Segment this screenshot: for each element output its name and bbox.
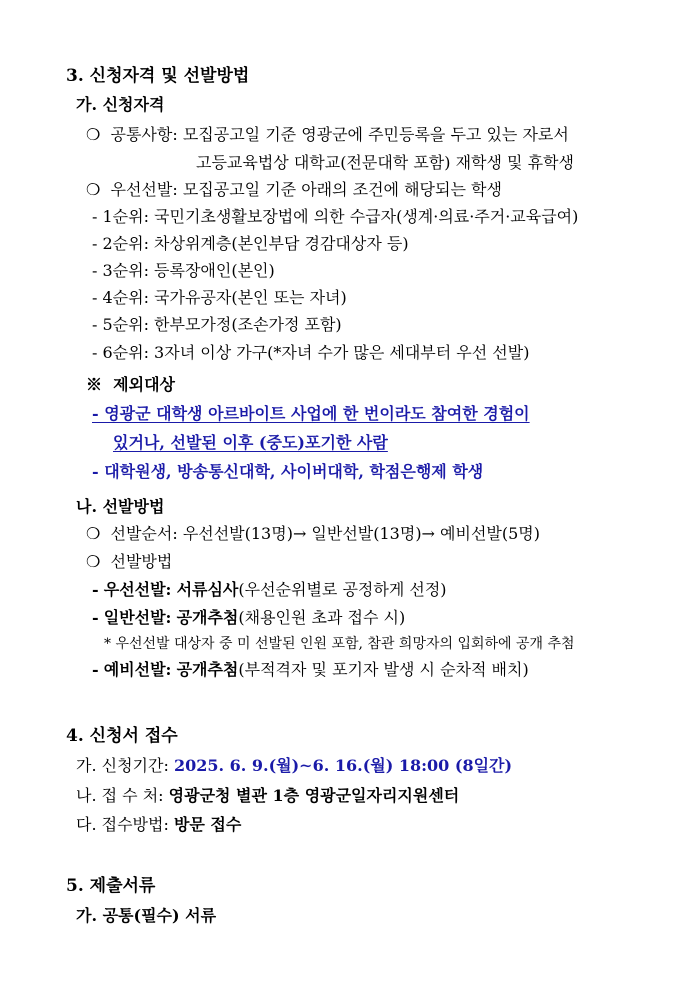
exclusion-item-1-line-1: - 영광군 대학생 아르바이트 사업에 한 번이라도 참여한 경험이 xyxy=(92,404,530,423)
period-value: 2025. 6. 9.(월)∼6. 16.(월) 18:00 (8일간) xyxy=(173,756,513,775)
method-rest: (우선순위별로 공정하게 선정) xyxy=(238,580,447,599)
exclusion-title: 제외대상 xyxy=(113,375,175,394)
selection-note: * 우선선발 대상자 중 미 선발된 인원 포함, 참관 희망자의 입회하에 공개 추첨 xyxy=(104,636,575,652)
method-strong: 공개추첨 xyxy=(176,660,239,679)
method-rest: (채용인원 초과 접수 시) xyxy=(238,608,406,627)
method-label: 예비선발: xyxy=(103,660,172,679)
section-3a-title: 가. 신청자격 xyxy=(76,95,165,114)
exclusion-item-1-line-2: 있거나, 선발된 이후 (중도)포기한 사람 xyxy=(113,433,388,452)
method-strong: 서류심사 xyxy=(176,580,239,599)
bullet-circle-icon: ❍ xyxy=(86,552,101,571)
selection-method-text: 선발방법 xyxy=(110,552,173,571)
bullet-circle-icon: ❍ xyxy=(86,524,101,543)
section-3-title: 3. 신청자격 및 선발방법 xyxy=(66,66,250,86)
selection-order-line xyxy=(86,524,540,544)
selection-order-text: 선발순서: 우선선발(13명)→ 일반선발(13명)→ 예비선발(5명) xyxy=(110,524,540,543)
exclusion-item-2: - 대학원생, 방송통신대학, 사이버대학, 학점은행제 학생 xyxy=(92,462,484,481)
common-text-2: 고등교육법상 대학교(전문대학 포함) 재학생 및 휴학생 xyxy=(196,153,574,172)
method-label: 우선선발: xyxy=(103,580,172,599)
place-value: 영광군청 별관 1층 영광군일자리지원센터 xyxy=(168,786,460,805)
common-requirement-line-1 xyxy=(86,125,569,145)
reference-mark-icon: ※ xyxy=(86,375,103,394)
application-place-line xyxy=(76,786,459,806)
rank-2: - 2순위: 차상위계층(본인부담 경감대상자 등) xyxy=(92,234,409,253)
method-dash: - xyxy=(92,608,99,627)
rank-5: - 5순위: 한부모가정(조손가정 포함) xyxy=(92,315,342,334)
place-label: 나. 접 수 처: xyxy=(76,786,164,805)
method-reserve xyxy=(92,660,529,680)
application-period-line xyxy=(76,756,512,776)
priority-text: 모집공고일 기준 아래의 조건에 해당되는 학생 xyxy=(182,180,502,199)
rank-1: - 1순위: 국민기초생활보장법에 의한 수급자(생계·의료·주거·교육급여) xyxy=(92,207,579,226)
method-strong: 공개추첨 xyxy=(176,608,239,627)
bullet-circle-icon: ❍ xyxy=(86,180,101,199)
section-5a-title: 가. 공통(필수) 서류 xyxy=(76,906,217,925)
period-label: 가. 신청기간: xyxy=(76,756,169,775)
method-general xyxy=(92,608,405,628)
application-method-line xyxy=(76,815,241,835)
method-rest: (부적격자 및 포기자 발생 시 순차적 배치) xyxy=(238,660,529,679)
method-label: 일반선발: xyxy=(103,608,172,627)
section-5-title: 5. 제출서류 xyxy=(66,876,156,896)
section-4-title: 4. 신청서 접수 xyxy=(66,726,178,746)
method-label: 다. 접수방법: xyxy=(76,815,169,834)
priority-requirement-line xyxy=(86,180,502,200)
method-dash: - xyxy=(92,580,99,599)
method-dash: - xyxy=(92,660,99,679)
selection-method-line xyxy=(86,552,172,572)
method-value: 방문 접수 xyxy=(173,815,242,834)
common-label: 공통사항: xyxy=(110,125,178,144)
rank-6: - 6순위: 3자녀 이상 가구(*자녀 수가 많은 세대부터 우선 선발) xyxy=(92,343,530,362)
rank-4: - 4순위: 국가유공자(본인 또는 자녀) xyxy=(92,288,347,307)
section-3b-title: 나. 선발방법 xyxy=(76,497,165,516)
rank-3: - 3순위: 등록장애인(본인) xyxy=(92,261,275,280)
bullet-circle-icon: ❍ xyxy=(86,125,101,144)
common-text-1: 모집공고일 기준 영광군에 주민등록을 두고 있는 자로서 xyxy=(182,125,569,144)
exclusion-heading xyxy=(86,375,175,395)
priority-label: 우선선발: xyxy=(110,180,178,199)
method-priority xyxy=(92,580,447,600)
